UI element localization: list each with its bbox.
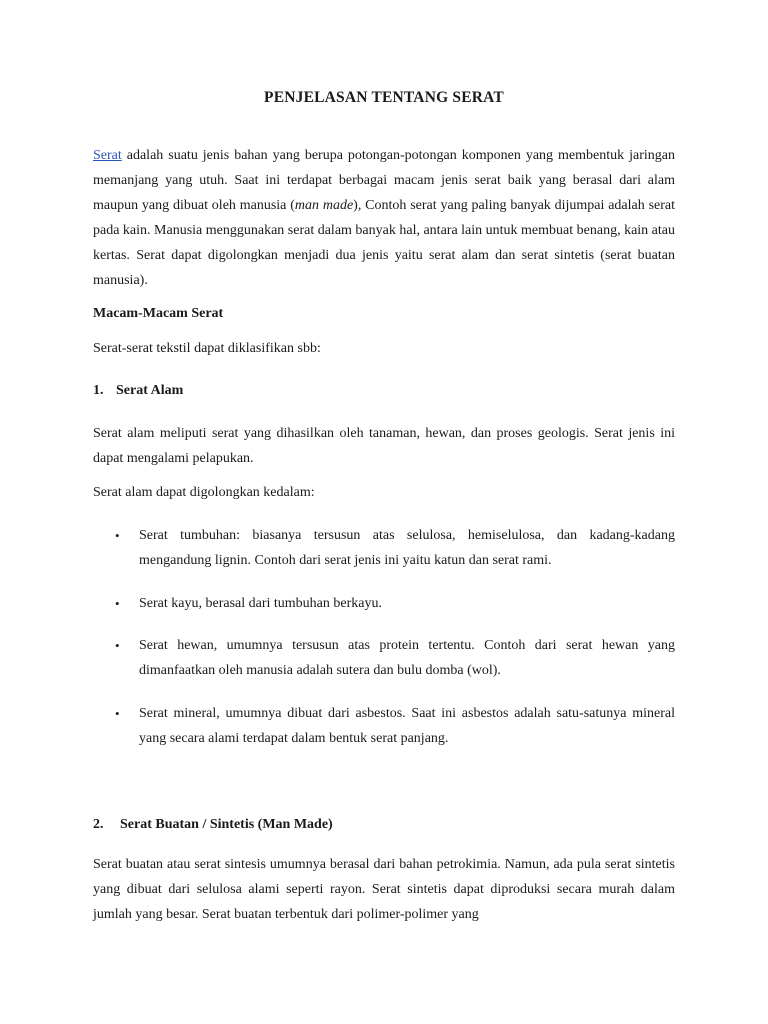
macam-intro: Serat-serat tekstil dapat diklasifikan sbb: <box>93 341 321 356</box>
section2-number: 2. <box>93 817 104 832</box>
macam-section <box>93 304 675 324</box>
bullet-dot: • <box>115 638 120 653</box>
bullet-text: Serat hewan, umumnya tersusun atas protein tertentu. Contoh dari serat hewan yang dimanfaatkan oleh manusia adalah sutera dan bulu domba (wol). <box>139 638 675 678</box>
macam-intro-block <box>93 339 675 359</box>
serat-link[interactable]: Serat <box>93 148 122 163</box>
bullet-text: Serat mineral, umumnya dibuat dari asbestos. Saat ini asbestos adalah satu-satunya mineral yang secara alami terdapat dalam bentuk serat panjang. <box>139 706 675 746</box>
section1-sub: Serat alam dapat digolongkan kedalam: <box>93 485 315 500</box>
bullet-dot: • <box>115 706 120 721</box>
bullet-text: Serat kayu, berasal dari tumbuhan berkayu. <box>139 596 382 611</box>
bullet-item <box>115 633 675 683</box>
section2-paragraph-block <box>93 852 675 927</box>
list-item <box>115 523 675 573</box>
intro-italic-man-made: man made <box>294 198 354 213</box>
intro-paragraph <box>93 143 675 293</box>
bullet-item <box>115 523 675 573</box>
bullet-text: Serat tumbuhan: biasanya tersusun atas selulosa, hemiselulosa, dan kadang-kadang mengandung lignin. Contoh dari serat jenis ini yaitu katun dan serat rami. <box>139 528 675 568</box>
list-item <box>115 701 675 751</box>
section1-heading-block <box>93 381 675 401</box>
section1-paragraph: Serat alam meliputi serat yang dihasilkan oleh tanaman, hewan, dan proses geologis. Serat jenis ini dapat mengalami pelapukan. <box>93 426 675 466</box>
section1-paragraph-block <box>93 421 675 471</box>
bullet-item <box>115 591 675 616</box>
section1-number: 1. <box>93 383 104 398</box>
intro-text-part1: adalah suatu jenis bahan yang berupa potongan-potongan komponen yang membentuk jaringan memanjang yang utuh. Saat ini terdapat berbagai macam jenis serat baik yang berasal dari alam maupun yang dibuat oleh manusia ( <box>93 148 675 213</box>
bullet-item <box>115 701 675 751</box>
list-item <box>115 633 675 683</box>
list-item <box>115 591 675 616</box>
section2-heading-block <box>93 815 675 835</box>
section1-sub-block <box>93 483 675 503</box>
bullet-dot: • <box>115 528 120 543</box>
document-title: PENJELASAN TENTANG SERAT <box>264 89 504 106</box>
section2-heading: Serat Buatan / Sintetis (Man Made) <box>120 817 333 832</box>
macam-heading: Macam-Macam Serat <box>93 306 224 321</box>
section1-heading: Serat Alam <box>116 383 184 398</box>
bullet-dot: • <box>115 596 120 611</box>
section2-paragraph: Serat buatan atau serat sintesis umumnya berasal dari bahan petrokimia. Namun, ada pula serat sintetis yang dibuat dari selulosa alami seperti rayon. Serat sintetis dapat diproduksi secara murah dalam jumlah yang besar. Serat buatan terbentuk dari polimer-polimer yang <box>93 857 675 922</box>
intro-text-part2: ), Contoh serat yang paling banyak dijumpai adalah serat pada kain. Manusia menggunakan serat dalam banyak hal, antara lain untuk membuat benang, kain atau kertas. Serat dapat digolongkan menjadi dua jenis yaitu serat alam dan serat sintetis (serat buatan manusia). <box>93 198 676 288</box>
